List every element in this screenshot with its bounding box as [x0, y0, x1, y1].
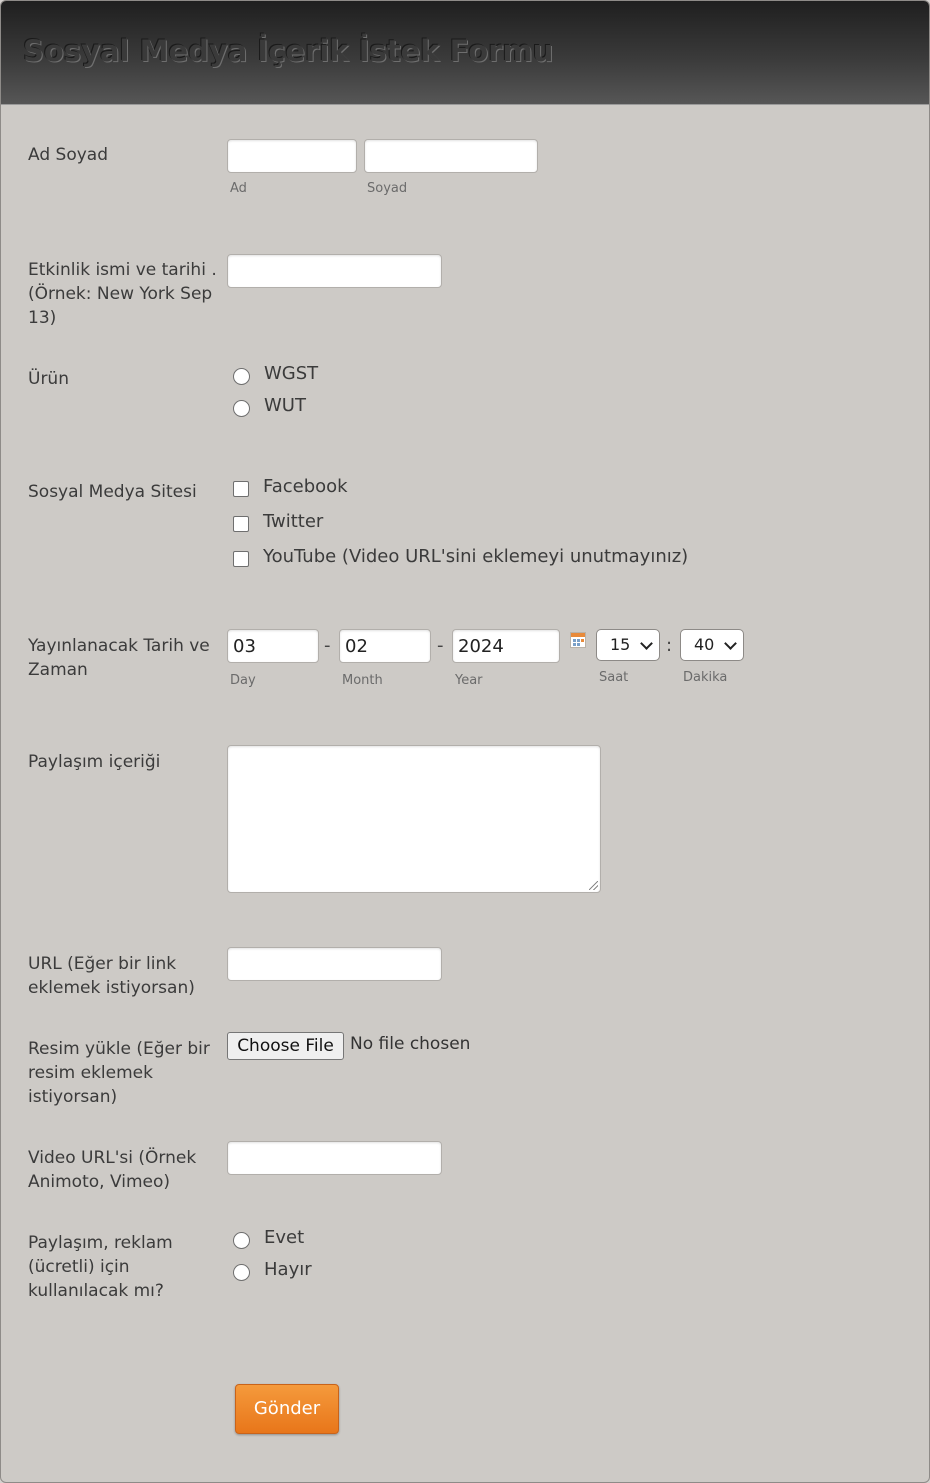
product-radio-wgst[interactable] [233, 368, 250, 385]
datetime-label: Yayınlanacak Tarih ve Zaman [28, 636, 210, 680]
year-input[interactable]: 2024 [452, 629, 560, 663]
year-sublabel: Year [455, 673, 483, 688]
youtube-option[interactable]: YouTube (Video URL'sini eklemeyi unutmayınız) [263, 546, 689, 567]
minute-value: 40 [694, 635, 715, 654]
month-sublabel: Month [342, 673, 383, 688]
last-name-input[interactable] [364, 139, 538, 173]
paid-option-yes[interactable]: Evet [264, 1227, 305, 1248]
first-name-sublabel: Ad [230, 181, 247, 196]
hour-select[interactable] [596, 629, 660, 661]
social-label: Sosyal Medya Sitesi [28, 482, 197, 502]
chevron-down-icon [640, 637, 653, 650]
submit-button[interactable]: Gönder [235, 1384, 339, 1434]
paid-label: Paylaşım, reklam (ücretli) için kullanılacak mı? [28, 1233, 173, 1301]
url-input[interactable] [227, 947, 442, 981]
hour-sublabel: Saat [599, 670, 629, 685]
choose-file-button[interactable]: Choose File [227, 1032, 344, 1060]
form-title: Sosyal Medya İçerik İstek Formu [23, 34, 554, 68]
day-sublabel: Day [230, 673, 256, 688]
event-label: Etkinlik ismi ve tarihi . (Örnek: New York Sep 13) [28, 260, 217, 328]
month-input[interactable]: 02 [339, 629, 431, 663]
calendar-icon[interactable] [570, 632, 586, 648]
name-label: Ad Soyad [28, 145, 108, 165]
paid-radio-no[interactable] [233, 1264, 250, 1281]
facebook-checkbox[interactable] [233, 481, 249, 497]
last-name-sublabel: Soyad [367, 181, 408, 196]
hour-value: 15 [610, 635, 631, 654]
date-separator-1: - [324, 635, 331, 656]
content-textarea[interactable] [227, 745, 601, 893]
product-radio-wut[interactable] [233, 400, 250, 417]
form-header [1, 1, 930, 105]
url-label: URL (Eğer bir link eklemek istiyorsan) [28, 954, 195, 998]
product-label: Ürün [28, 369, 69, 389]
video-label: Video URL'si (Örnek Animoto, Vimeo) [28, 1148, 197, 1192]
paid-radio-yes[interactable] [233, 1232, 250, 1249]
youtube-checkbox[interactable] [233, 551, 249, 567]
first-name-input[interactable] [227, 139, 357, 173]
product-option-wgst[interactable]: WGST [264, 363, 319, 384]
day-input[interactable]: 03 [227, 629, 319, 663]
image-label: Resim yükle (Eğer bir resim eklemek istiyorsan) [28, 1039, 210, 1107]
chevron-down-icon [724, 637, 737, 650]
content-label: Paylaşım içeriği [28, 752, 161, 772]
twitter-option[interactable]: Twitter [263, 511, 324, 532]
date-separator-2: - [437, 635, 444, 656]
video-url-input[interactable] [227, 1141, 442, 1175]
facebook-option[interactable]: Facebook [263, 476, 348, 497]
product-option-wut[interactable]: WUT [264, 395, 306, 416]
paid-option-no[interactable]: Hayır [264, 1259, 312, 1280]
twitter-checkbox[interactable] [233, 516, 249, 532]
event-input[interactable] [227, 254, 442, 288]
minute-sublabel: Dakika [683, 670, 728, 685]
file-status: No file chosen [350, 1034, 471, 1054]
time-separator: : [666, 635, 673, 656]
resize-handle-icon[interactable] [589, 881, 598, 890]
minute-select[interactable] [680, 629, 744, 661]
